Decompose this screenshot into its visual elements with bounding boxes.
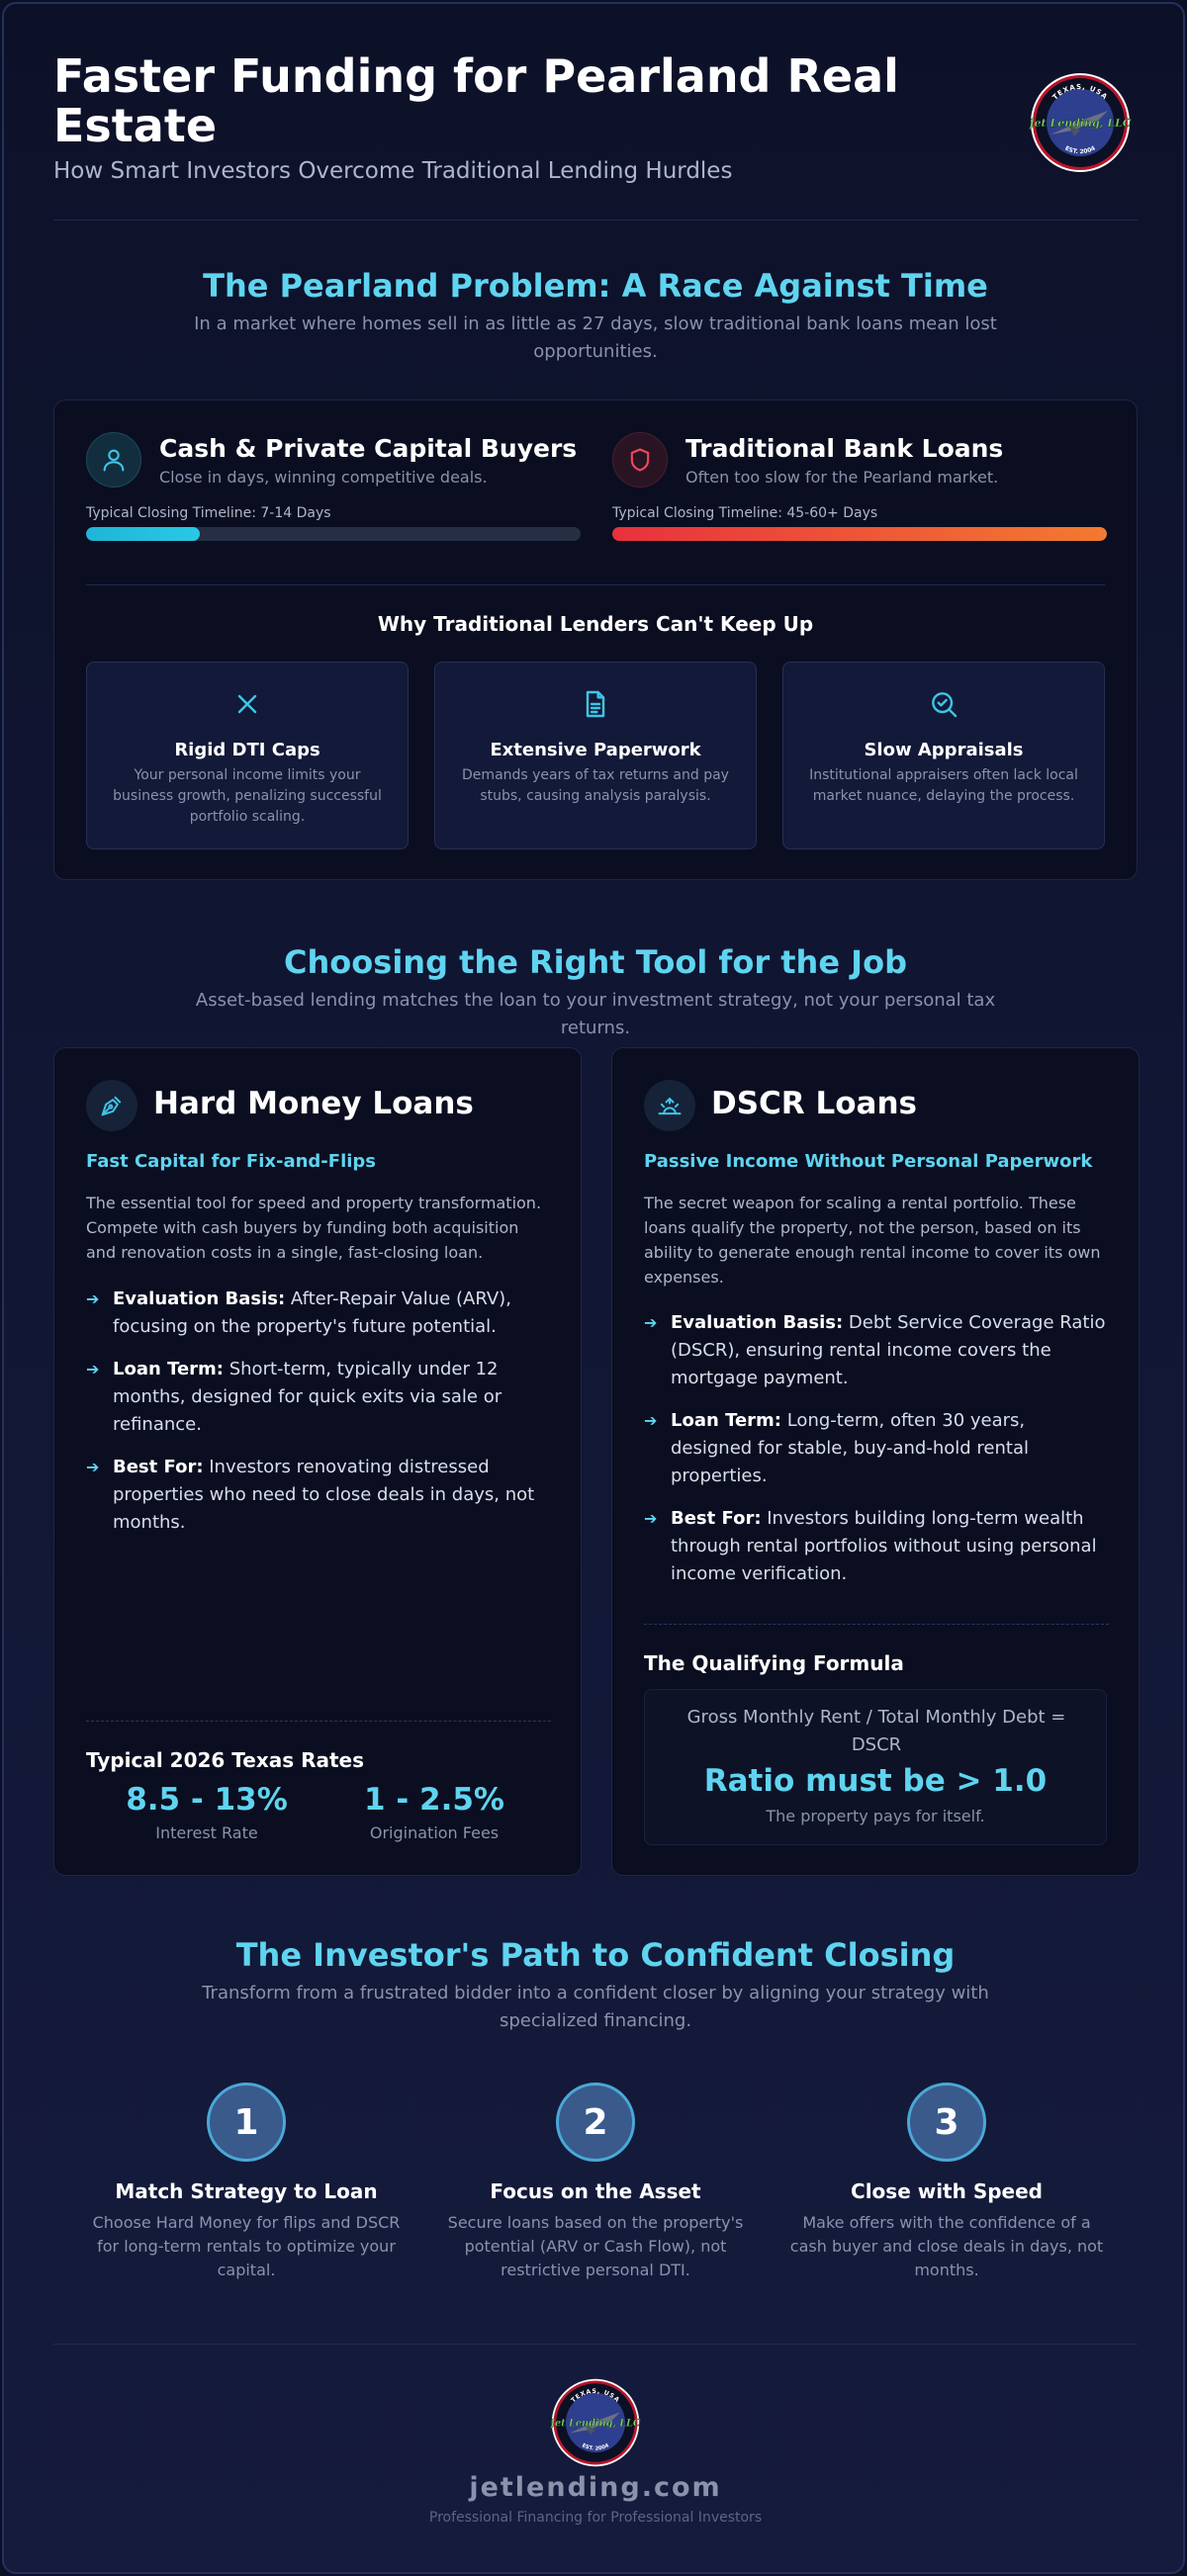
- path-step-3: [788, 2083, 1105, 2282]
- shield-icon: [612, 432, 668, 488]
- why-card-text: Your personal income limits your business growth, penalizing successful portfolio scaling.: [113, 767, 382, 825]
- page-subtitle: How Smart Investors Overcome Traditional Lending Hurdles: [53, 158, 733, 184]
- arrow-right-icon: ➔: [644, 1509, 658, 1528]
- formula-text: Gross Monthly Rent / Total Monthly Debt = DSCR: [686, 1707, 1066, 1755]
- rate-label: Origination Fees: [369, 1823, 500, 1842]
- timeline-bar-fill: [86, 527, 200, 541]
- rate-value: 1 - 2.5%: [364, 1782, 504, 1818]
- timeline-bar: [612, 527, 1107, 541]
- list-item: ➔ Loan Term: Long-term, often 30 years, designed for stable, buy-and-hold rental properties.: [644, 1407, 1109, 1490]
- comparison-timeline: Typical Closing Timeline: 45-60+ Days: [612, 505, 878, 521]
- rates-title: Typical 2026 Texas Rates: [86, 1748, 365, 1772]
- list-item: ➔ Evaluation Basis: After-Repair Value (ARV), focusing on the property's future potential.: [86, 1286, 551, 1341]
- svg-text:EST. 2004: EST. 2004: [581, 2443, 610, 2452]
- footer-divider: [53, 2344, 1138, 2345]
- formula-note: The property pays for itself.: [766, 1807, 985, 1825]
- comparison-desc: Often too slow for the Pearland market.: [685, 468, 999, 487]
- page-title: Faster Funding for Pearland Real Estate: [53, 49, 899, 152]
- x-icon: [87, 688, 408, 728]
- comparison-timeline: Typical Closing Timeline: 7-14 Days: [86, 505, 331, 521]
- step-text: Secure loans based on the property's potential (ARV or Cash Flow), not restrictive personal DTI.: [447, 2213, 744, 2279]
- step-title: Focus on the Asset: [490, 2179, 701, 2203]
- hard-money-points: [86, 1286, 551, 1552]
- dscr-card: [611, 1047, 1140, 1876]
- panel-divider: [86, 584, 1105, 585]
- site-link[interactable]: jetlending.com: [469, 2472, 722, 2503]
- rate-label: Interest Rate: [155, 1823, 258, 1842]
- svg-text:Jet Lending, LLC: Jet Lending, LLC: [550, 2418, 641, 2430]
- comparison-title: Cash & Private Capital Buyers: [159, 434, 578, 463]
- step-title: Match Strategy to Loan: [115, 2179, 378, 2203]
- company-logo: [1029, 71, 1132, 174]
- problem-title: The Pearland Problem: A Race Against Time: [203, 267, 988, 305]
- hard-money-tagline: Fast Capital for Fix-and-Flips: [86, 1151, 377, 1172]
- why-card-text: Demands years of tax returns and pay stubs, causing analysis paralysis.: [462, 767, 729, 804]
- document-icon: [435, 688, 756, 728]
- why-card-dti: [86, 662, 409, 849]
- dscr-title: DSCR Loans: [711, 1086, 917, 1121]
- logo-bottom-text: EST. 2004: [1063, 144, 1097, 156]
- arrow-right-icon: ➔: [86, 1458, 100, 1476]
- pen-tool-icon: [86, 1080, 137, 1131]
- header-divider: [53, 220, 1138, 221]
- why-card-title: Rigid DTI Caps: [174, 740, 320, 760]
- formula-box: [644, 1689, 1107, 1845]
- footer-logo: [550, 2377, 641, 2468]
- list-item: ➔ Best For: Investors building long-term wealth through rental portfolios without using personal income verification.: [644, 1505, 1109, 1588]
- hard-money-intro: The essential tool for speed and property transformation. Compete with cash buyers by funding both acquisition and renovation costs in a single, fast-closing loan.: [86, 1194, 542, 1262]
- rate-interest: [98, 1782, 316, 1842]
- arrow-right-icon: ➔: [644, 1411, 658, 1430]
- path-subtitle: Transform from a frustrated bidder into a confident closer by aligning your strategy with specialized financing.: [202, 1983, 989, 2031]
- dscr-intro: The secret weapon for scaling a rental portfolio. These loans qualify the property, not the person, based on its ability to generate enough rental income to cover its own expenses.: [644, 1194, 1101, 1287]
- list-item: ➔ Loan Term: Short-term, typically under 12 months, designed for quick exits via sale or refinance.: [86, 1356, 551, 1439]
- comparison-title: Traditional Bank Loans: [685, 434, 1004, 463]
- hard-money-title: Hard Money Loans: [153, 1086, 474, 1121]
- why-card-text: Institutional appraisers often lack local market nuance, delaying the process.: [809, 767, 1078, 804]
- step-text: Choose Hard Money for flips and DSCR for long-term rentals to optimize your capital.: [92, 2213, 401, 2279]
- dscr-tagline: Passive Income Without Personal Paperwork: [644, 1151, 1093, 1172]
- footer-tagline: Professional Financing for Professional Investors: [428, 2510, 763, 2526]
- path-step-2: [437, 2083, 754, 2282]
- arrow-right-icon: ➔: [644, 1313, 658, 1332]
- tools-title: Choosing the Right Tool for the Job: [284, 943, 907, 981]
- rate-value: 8.5 - 13%: [126, 1782, 288, 1818]
- problem-panel: [53, 400, 1138, 880]
- why-card-title: Extensive Paperwork: [490, 740, 701, 760]
- timeline-bar-fill: [612, 527, 1107, 541]
- dscr-points: [644, 1309, 1109, 1603]
- arrow-right-icon: ➔: [86, 1289, 100, 1308]
- list-item: ➔ Best For: Investors renovating distressed properties who need to close deals in days, not months.: [86, 1454, 551, 1537]
- path-step-1: [88, 2083, 405, 2282]
- timeline-bar: [86, 527, 581, 541]
- hard-money-card: [53, 1047, 582, 1876]
- why-title: Why Traditional Lenders Can't Keep Up: [377, 612, 814, 636]
- path-title: The Investor's Path to Confident Closing: [235, 1936, 956, 1974]
- why-card-paperwork: [434, 662, 757, 849]
- sunrise-icon: [644, 1080, 695, 1131]
- step-number: 2: [556, 2083, 635, 2162]
- rates-divider: [86, 1721, 551, 1722]
- arrow-right-icon: ➔: [86, 1360, 100, 1378]
- logo-brand-text: Jet Lending, LLC: [1029, 117, 1132, 130]
- why-card-appraisals: [782, 662, 1105, 849]
- page-frame: [2, 2, 1185, 2574]
- header: [53, 51, 944, 184]
- formula-title: The Qualifying Formula: [644, 1651, 904, 1675]
- why-card-title: Slow Appraisals: [864, 740, 1024, 760]
- formula-ratio: Ratio must be > 1.0: [703, 1763, 1048, 1799]
- tools-subtitle: Asset-based lending matches the loan to your investment strategy, not your personal tax returns.: [195, 990, 996, 1038]
- step-text: Make offers with the confidence of a cash buyer and close deals in days, not months.: [789, 2213, 1104, 2279]
- formula-divider: [644, 1624, 1109, 1625]
- step-title: Close with Speed: [851, 2179, 1043, 2203]
- step-number: 3: [907, 2083, 986, 2162]
- svg-text:TEXAS, USA: TEXAS, USA: [570, 2387, 621, 2405]
- list-item: ➔ Evaluation Basis: Debt Service Coverage Ratio (DSCR), ensuring rental income covers the mortgage payment.: [644, 1309, 1109, 1392]
- user-icon: [86, 432, 141, 488]
- rate-origination: [325, 1782, 543, 1842]
- magnifier-check-icon: [783, 688, 1104, 728]
- step-number: 1: [207, 2083, 286, 2162]
- comparison-desc: Close in days, winning competitive deals.: [159, 468, 488, 487]
- problem-subtitle: In a market where homes sell in as little as 27 days, slow traditional bank loans mean lost opportunities.: [194, 313, 997, 362]
- logo-top-text: TEXAS, USA: [1050, 82, 1110, 102]
